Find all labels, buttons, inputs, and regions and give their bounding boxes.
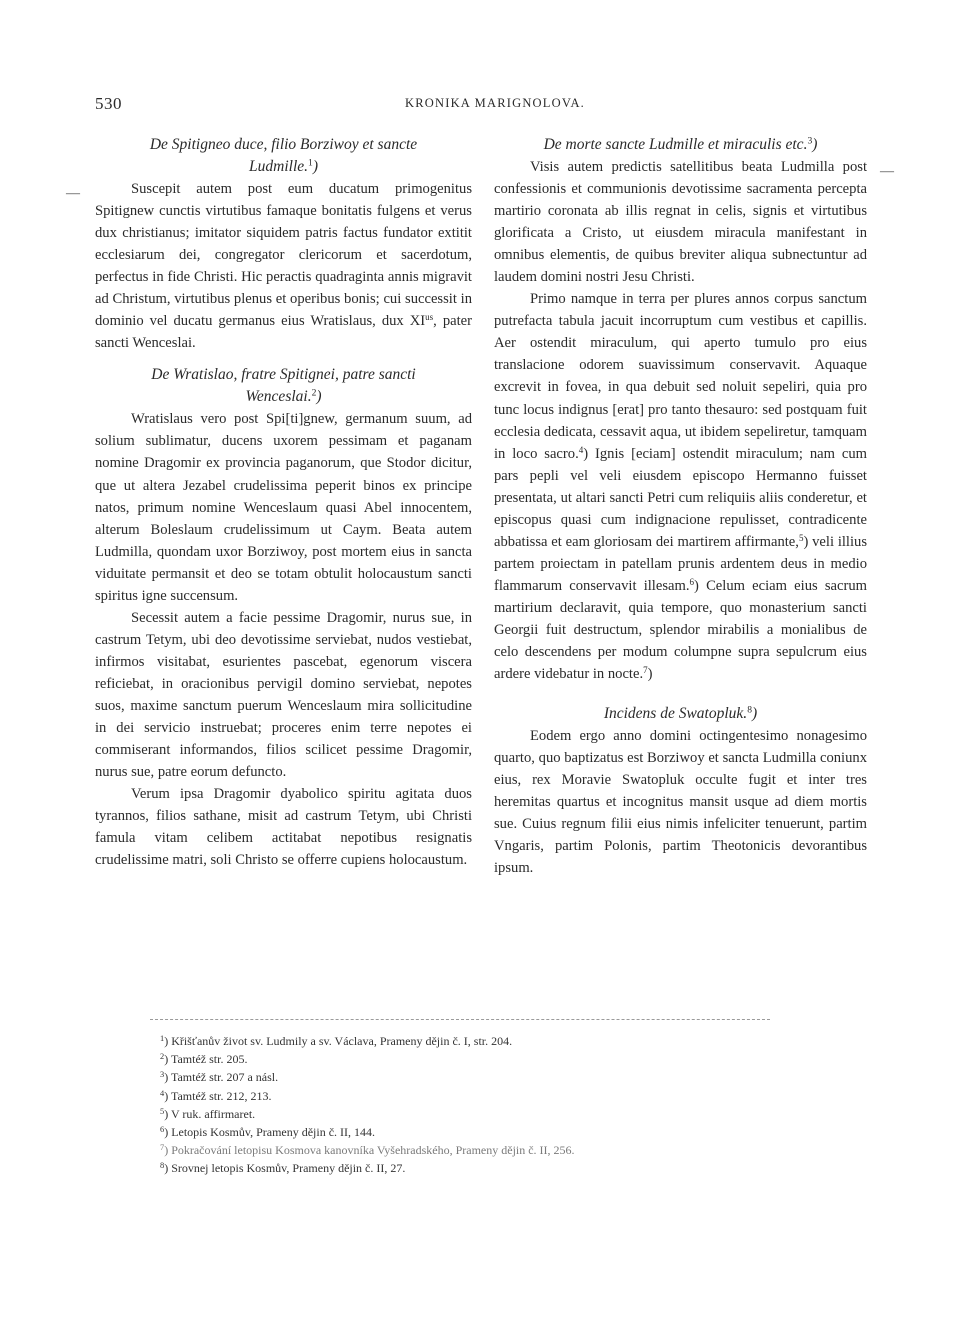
footnote: $^4$) Tamtéž str. 212, 213. — [160, 1088, 272, 1103]
footnotes — [160, 1032, 880, 1178]
footnote-ref: 8 — [747, 704, 752, 716]
footnote-ref: 6 — [689, 576, 695, 587]
margin-dash-left: — — [66, 186, 80, 201]
paragraph: Secessit autem a facie pessime Dragomir, nurus sue, in castrum Tetym, ubi deo devotissime serviebat, nudos vestiebat, infirmos visitabat, esurientes pascebat, egenorum viscera reficiebat, in oracionibus pervigil domino serviebat, nepotes suos, maxime sanctum puerum Wenceslaum mira sollicitudine in dei servicio instruebat; proceres enim terre nepotes ei commiserant informandos, filios scilicet pessime Dragomir, nurus sue, patre eorum defuncto. — [95, 609, 472, 781]
footnote-ref: 7 — [643, 665, 648, 676]
paragraph: Primo namque in terra per plures annos corpus sanctum putrefacta tabula jacuit incorruptum cum vestibus et capillis. Aer ostendit miraculum, qui aperto tumulo pro eius translacione odorem suavissimum conservavit. Aquaque excrevit in fovea, in qua debuit sed noluit sepeliri, quia pro tunc locus indignus [erat] pro tanto thesauro: sed postquam fuit ecclesia dedicata, cessavit aqua, ut ibidem sepeliretur, tamquam in loco sacro.$^4$) Ignis [eciam] ostendit miraculum; nam cum pars pepli vel veli eiusdem episcopo Hermanno fuisset presentata, ut altari sancti Petri cum reliquiis aliis conderetur, et episcopus quasi cum indignacione repulisset, contradicente abbatissa et eam gloriosam dei martirem affirmante,$^5$) veli illius partem proiectam in patellam prunis ardentem deus in medio flammarum conservavit illesam.$^6$) Celum eciam eius sacrum martirium declaravit, quia tempore, quo monasterium sancti Georgii fuit destructum, splendor mirabilis a monialibus de celo descendens per modum columpne supra sepulcrum eius ardere videbatur in nocte.$^7$) — [494, 291, 868, 683]
paragraph: Wratislaus vero post Spi[ti]gnew, germanum suum, ad solium sublimatur, ducens uxorem pessimam et paganam nomine Dragomir ex provincia paganorum, que Stodor dicitur, que ut altera Jezabel crudelissima peperit binos ex principe natos, primum nomine Wenceslaum quasi Abel innocentem, alterum Boleslaum crudelissimum ut Caym. Beata autem Ludmilla, quondam uxor Borziwoy, post mortem eius in sancta viduitate permansit et deo se totam obtulit holocaustum sancti spiritus igne succensum. — [95, 411, 472, 604]
left-column — [95, 134, 472, 871]
footnote-ref: 4 — [578, 444, 584, 455]
section-heading-spitigneo: De Spitigneo duce, filio Borziwoy et sancte Ludmille.$^1$) — [149, 136, 418, 175]
footnote: $^5$) V ruk. affirmaret. — [160, 1106, 256, 1121]
paragraph: Eodem ergo anno domini octingentesimo nonagesimo quarto, quo baptizatus est Borziwoy et sancta Ludmilla coniunx eius, rex Moravie Swatopluk occulte fugit et inter tres heremitas quartus et incognitus mansit usque ad diem mortis sue. Cuius regnum filii eius nimis infeliciter tenuerunt, partim Vngaris, partim Polonis, partim Theotonicis devorantibus ipsum. — [494, 728, 867, 877]
footnote: $^3$) Tamtéž str. 207 a násl. — [160, 1070, 279, 1085]
footnote: $^2$) Tamtéž str. 205. — [160, 1052, 248, 1067]
section-heading-wratislao: De Wratislao, fratre Spitignei, patre sancti Wenceslai.$^2$) — [151, 366, 416, 406]
page-number: 530 — [95, 94, 122, 113]
right-column — [494, 134, 867, 879]
running-head: KRONIKA MARIGNOLOVA. — [404, 96, 586, 110]
footnote: $^7$) Pokračování letopisu Kosmova kanovníka Vyšehradského, Prameny dějin č. II, 256. — [160, 1143, 575, 1158]
paragraph: Suscepit autem post eum ducatum primogenitus Spitignew cunctis virtutibus famaque bonitatis fulgens et verus dux christianus; imitator siquidem patris factus fundator extitit ecclesiarum dei, congregator clericorum et sacerdotum, perfectus in fide Christi. Hic peractis quadraginta annis migravit ad Christum, virtutibus plenus et operibus bonis; cui successit in dominio vel ducatu germanus eius Wratislaus, dux $XI^{us}$, pater sancti Wenceslai. — [95, 181, 472, 352]
footnote-ref: 3 — [807, 135, 813, 147]
margin-dash-right: — — [880, 164, 894, 179]
paragraph: Verum ipsa Dragomir dyabolico spiritu agitata duos tyrannos, filios sathane, misit ad castrum Tetym, ubi Christi famula vitam celibem actitabat nepotibus resignatis crudelissime matri, soli Christo se offerre cupiens holocaustum. — [95, 786, 472, 869]
footnote: $^6$) Letopis Kosmův, Prameny dějin č. II, 144. — [160, 1124, 376, 1140]
section-heading-swatopluk: Incidens de Swatopluk.$^8$) — [603, 704, 758, 723]
footnote: $^1$) Křišťanův život sv. Ludmily a sv. Václava, Prameny dějin č. I, str. 204. — [160, 1033, 513, 1048]
paragraph: Visis autem predictis satellitibus beata Ludmilla post confessionis et communionis devotissime sacramenta percepta martirio coronata ab illis regnat in celis, signis et virtutibus glorificata a Cristo, ut eiusdem miracula manifestant in omnibus elementis, de quibus breviter aliqua subnectuntur ad laudem domini nostri Jesu Christi. — [494, 159, 867, 286]
footnote-ref: 2 — [311, 388, 317, 400]
footnote-separator — [150, 1019, 770, 1020]
section-heading-de-morte: De morte sancte Ludmille et miraculis etc.$^3$) — [543, 135, 818, 153]
footnote: $^8$) Srovnej letopis Kosmův, Prameny dějin č. II, 27. — [160, 1161, 406, 1176]
footnote-ref: 5 — [798, 532, 804, 543]
footnote-ref: 1 — [308, 157, 313, 169]
